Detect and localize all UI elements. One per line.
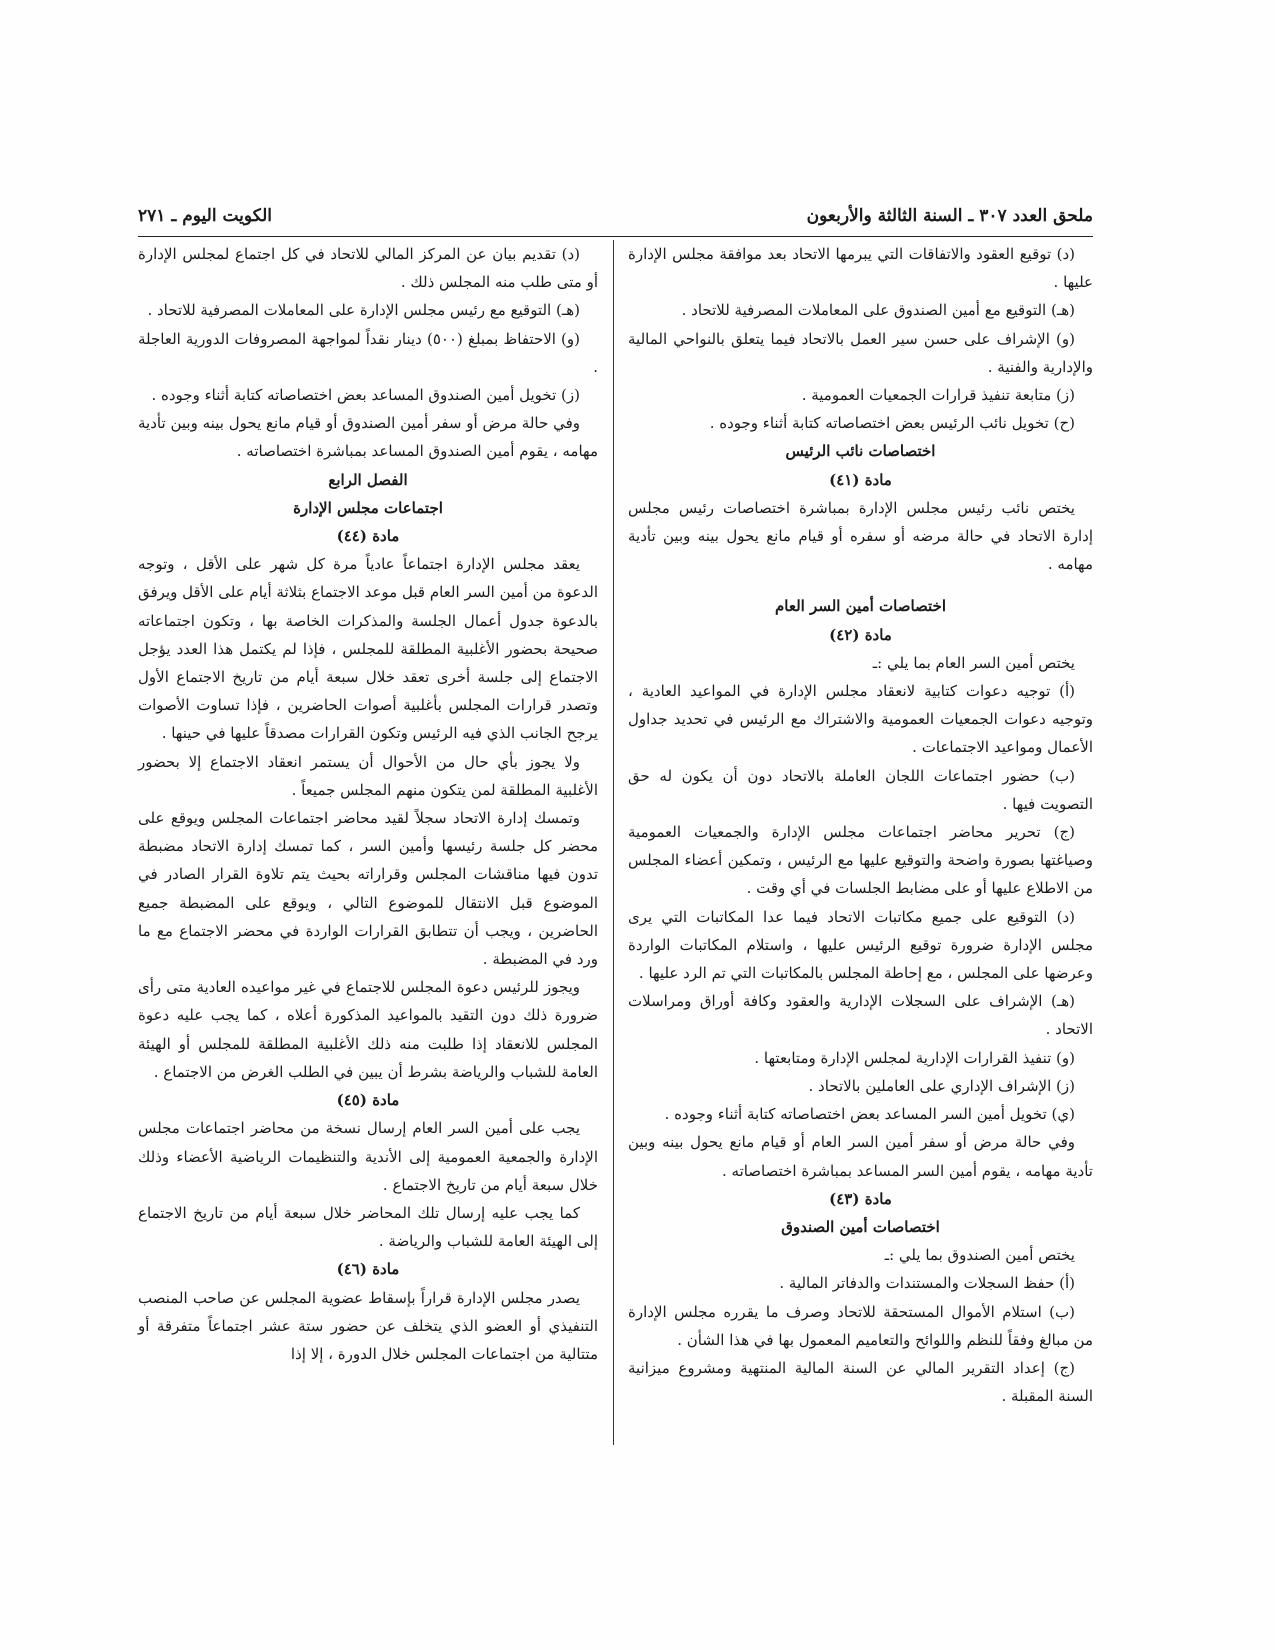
paragraph: (د) التوقيع على جميع مكاتبات الاتحاد فيما عدا المكاتبات التي يرى مجلس الإدارة ضرورة توقيع الرئيس عليها ، واستلام المكاتبات الواردة وعرضها على المجلس ، مع إحاطة المجلس بالمكاتبات التي تم الرد عليها . [628, 907, 1093, 983]
section-heading: اختصاصات أمين الصندوق [781, 1217, 940, 1236]
paragraph: وتمسك إدارة الاتحاد سجلاً لقيد محاضر اجتماعات المجلس ويوقع على محضر كل جلسة رئيسها وأمين السر ، كما تمسك إدارة الاتحاد مضبطة تدون فيها مناقشات المجلس وقراراته بحيث يتم تلاوة القرار الصادر في الموضوع قبل الانتقال للموضوع التالي ، ويوقع على المضبطة جميع الحاضرين ، ويجب أن تتطابق القرارات الواردة في محضر الاجتماع مع ما ورد في المضبطة . [138, 809, 598, 969]
paragraph: (ح) تخويل نائب الرئيس بعض اختصاصاته كتابة أثناء وجوده . [709, 414, 1075, 433]
paragraph: (و) تنفيذ القرارات الإدارية لمجلس الإدارة ومتابعتها . [754, 1048, 1075, 1067]
column-divider [613, 240, 614, 1445]
section-heading: مادة (٤١) [829, 470, 892, 489]
section-heading: مادة (٤٦) [336, 1260, 400, 1279]
paragraph: يختص نائب رئيس مجلس الإدارة بمباشرة اختصاصات رئيس مجلس إدارة الاتحاد في حالة مرضه أو سفره أو قيام مانع يحول بينه وبين تأدية مهامه . [628, 498, 1093, 574]
paragraph: يعقد مجلس الإدارة اجتماعاً عادياً مرة كل شهر على الأقل ، وتوجه الدعوة من أمين السر العام قبل موعد الاجتماع بثلاثة أيام على الأقل ويرفق بالدعوة جدول أعمال الجلسة والمذكرات الخاصة بها ، وتكون اجتماعاته صحيحة بحضور الأغلبية المطلقة للمجلس ، فإذا لم يكتمل هذا العدد يؤجل الاجتماع إلى جلسة أخرى تعقد خلال سبعة أيام من تاريخ الاجتماع الأول وتصدر قرارات المجلس بأغلبية أصوات الحاضرين ، فإذا تساوت الأصوات يرجح الجانب الذي فيه الرئيس وتكون القرارات مصدقاً عليها في حينها . [138, 555, 598, 743]
header-issue-info: ملحق العدد ٣٠٧ ـ السنة الثالثة والأربعون [806, 206, 1093, 226]
section-heading: مادة (٤٥) [336, 1091, 400, 1110]
paragraph: كما يجب عليه إرسال تلك المحاضر خلال سبعة أيام من تاريخ الاجتماع إلى الهيئة العامة للشباب والرياضة . [138, 1203, 598, 1251]
paragraph: يختص أمين السر العام بما يلي :ـ [872, 653, 1075, 672]
section-heading: مادة (٤٣) [829, 1189, 892, 1208]
header-page-number: الكويت اليوم ـ ٢٧١ [138, 206, 272, 226]
paragraph: (و) الاحتفاظ بمبلغ (٥٠٠) دينار نقداً لمواجهة المصروفات الدورية العاجلة . [138, 329, 598, 376]
paragraph: ولا يجوز بأي حال من الأحوال أن يستمر انعقاد الاجتماع إلا بحضور الأغلبية المطلقة لمن يتكون منهم المجلس جميعاً . [138, 752, 598, 799]
paragraph: يجب على أمين السر العام إرسال نسخة من محاضر اجتماعات مجلس الإدارة والجمعية العمومية إلى الأندية والتنظيمات الرياضية الأعضاء وذلك خلال سبعة أيام من تاريخ الاجتماع . [138, 1119, 598, 1194]
paragraph: (ب) حضور اجتماعات اللجان العاملة بالاتحاد دون أن يكون له حق التصويت فيها . [628, 766, 1093, 813]
section-heading: اختصاصات نائب الرئيس [785, 442, 936, 461]
paragraph: (ز) متابعة تنفيذ قرارات الجمعيات العمومية . [801, 386, 1075, 405]
page-header [138, 204, 1093, 234]
paragraph: (ج) تحرير محاضر اجتماعات مجلس الإدارة والجمعيات العمومية وصياغتها بصورة واضحة والتوقيع عليها مع الرئيس ، وتمكين أعضاء المجلس من الاطلاع عليها أو على مضابط الجلسات في أي وقت . [628, 823, 1093, 898]
section-heading: مادة (٤٢) [829, 625, 892, 644]
paragraph: (د) تقديم بيان عن المركز المالي للاتحاد في كل اجتماع لمجلس الإدارة أو متى طلب منه المجلس ذلك . [138, 245, 598, 292]
paragraph: ويجوز للرئيس دعوة المجلس للاجتماع في غير مواعيده العادية متى رأى ضرورة ذلك دون التقيد بالمواعيد المذكورة أعلاه ، كما يجب عليه دعوة المجلس للانعقاد إذا طلبت منه ذلك الأغلبية المطلقة للمجلس أو الهيئة العامة للشباب والرياضة بشرط أن يبين في الطلب الغرض من الاجتماع . [138, 978, 598, 1081]
paragraph: وفي حالة مرض أو سفر أمين السر العام أو قيام مانع يحول بينه وبين تأدية مهامه ، يقوم أمين السر المساعد بمباشرة اختصاصاته . [628, 1133, 1093, 1180]
section-heading: الفصل الرابع [328, 470, 408, 489]
paragraph: (ز) تخويل أمين الصندوق المساعد بعض اختصاصاته كتابة أثناء وجوده . [151, 386, 580, 405]
paragraph: (هـ) التوقيع مع رئيس مجلس الإدارة على المعاملات المصرفية للاتحاد . [147, 301, 580, 320]
paragraph: يختص أمين الصندوق بما يلي :ـ [884, 1246, 1075, 1265]
paragraph: (ي) تخويل أمين السر المساعد بعض اختصاصاته كتابة أثناء وجوده . [664, 1105, 1075, 1124]
paragraph: يصدر مجلس الإدارة قراراً بإسقاط عضوية المجلس عن صاحب المنصب التنفيذي أو العضو الذي يتخلف عن حضور ستة عشر اجتماعاً متفرقة أو متتالية من اجتماعات المجلس خلال الدورة ، إلا إذا [138, 1288, 598, 1363]
paragraph: (د) توقيع العقود والاتفاقات التي يبرمها الاتحاد بعد موافقة مجلس الإدارة عليها . [628, 245, 1093, 292]
spacer [628, 578, 1093, 592]
section-heading: مادة (٤٤) [336, 527, 400, 546]
right-column [628, 240, 1093, 1410]
left-column [138, 240, 598, 1368]
paragraph: وفي حالة مرض أو سفر أمين الصندوق أو قيام مانع يحول بينه وبين تأدية مهامه ، يقوم أمين الصندوق المساعد بمباشرة اختصاصاته . [138, 414, 598, 461]
paragraph: (ز) الإشراف الإداري على العاملين بالاتحاد . [808, 1076, 1075, 1095]
paragraph: (هـ) الإشراف على السجلات الإدارية والعقود وكافة أوراق ومراسلات الاتحاد . [628, 992, 1093, 1039]
paragraph: (أ) حفظ السجلات والمستندات والدفاتر المالية . [779, 1274, 1075, 1293]
header-rule [138, 236, 1093, 237]
section-heading: اختصاصات أمين السر العام [774, 597, 946, 616]
paragraph: (ب) استلام الأموال المستحقة للاتحاد وصرف ما يقرره مجلس الإدارة من مبالغ وفقاً للنظم واللوائح والتعاميم المعمول بها في هذا الشأن . [628, 1302, 1093, 1349]
section-heading: اجتماعات مجلس الإدارة [293, 498, 443, 517]
paragraph: (أ) توجيه دعوات كتابية لانعقاد مجلس الإدارة في المواعيد العادية ، وتوجيه دعوات الجمعيات العمومية والاشتراك مع الرئيس في تحديد جداول الأعمال ومواعيد الاجتماعات . [628, 682, 1093, 757]
paragraph: (هـ) التوقيع مع أمين الصندوق على المعاملات المصرفية للاتحاد . [681, 301, 1075, 320]
paragraph: (ج) إعداد التقرير المالي عن السنة المالية المنتهية ومشروع ميزانية السنة المقبلة . [628, 1358, 1093, 1406]
paragraph: (و) الإشراف على حسن سير العمل بالاتحاد فيما يتعلق بالنواحي المالية والإدارية والفنية . [628, 329, 1093, 376]
